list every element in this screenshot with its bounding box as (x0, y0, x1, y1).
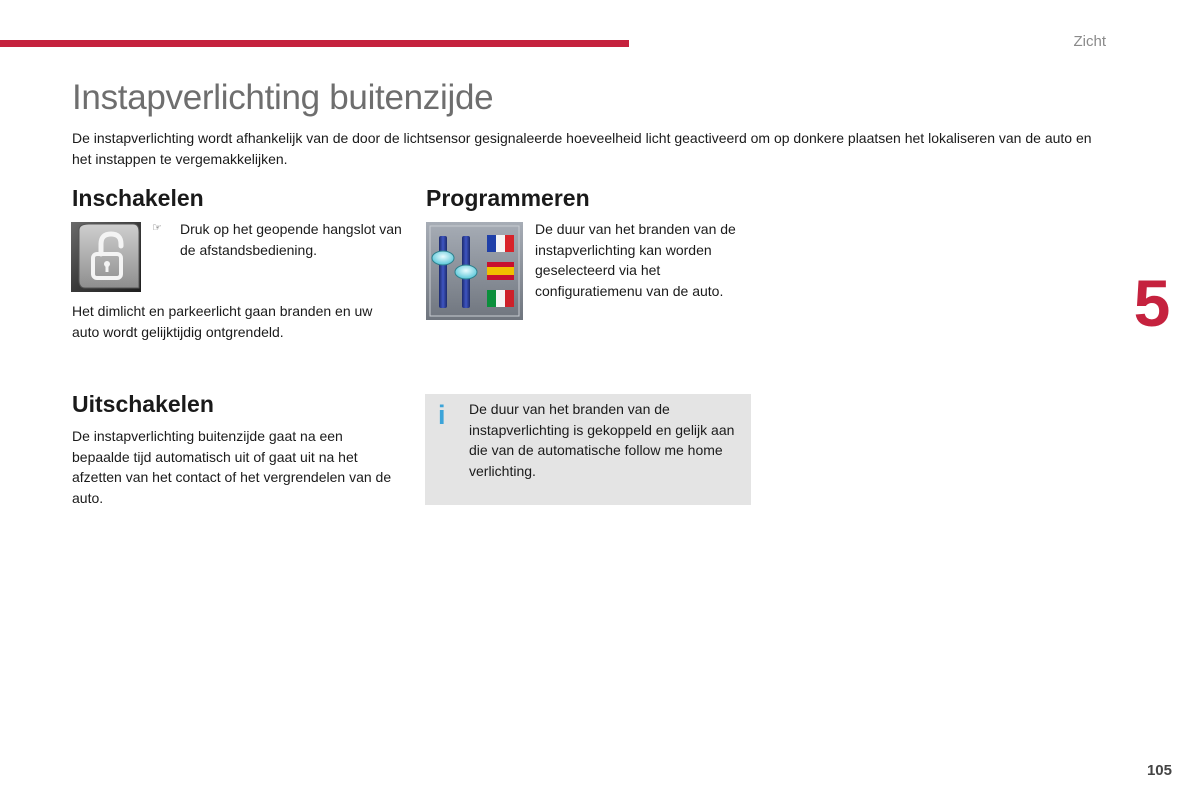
bullet-pointer-icon: ☞ (152, 222, 162, 234)
intro-paragraph: De instapverlichting wordt afhankelijk van de door de lichtsensor gesignaleerde hoeveelheid licht geactiveerd om op donkere plaatsen het lokaliseren van de auto en het instappen te vergemakkelijken. (72, 130, 1092, 167)
heading-programmeren: Programmeren (426, 185, 590, 211)
uitschakelen-text: De instapverlichting buitenzijde gaat na een bepaalde tijd automatisch uit of gaat uit na het afzetten van het contact of het vergrendelen van de auto. (72, 428, 392, 506)
page-title: Instapverlichting buitenzijde (72, 78, 494, 117)
open-padlock-icon (71, 222, 141, 292)
page-number: 105 (1146, 762, 1172, 779)
chapter-accent-bar (0, 40, 629, 47)
configuration-menu-icon (426, 222, 523, 320)
info-box (425, 394, 751, 505)
inschakelen-step-text: Druk op het geopende hangslot van de afstandsbediening. (180, 221, 402, 258)
chapter-label: Zicht (1073, 33, 1106, 50)
programmeren-text: De duur van het branden van de instapverlichting kan worden geselecteerd via het configuratiemenu van de auto. (535, 221, 736, 299)
chapter-number: 5 (1133, 266, 1171, 340)
info-text: De duur van het branden van de instapverlichting is gekoppeld en gelijk aan die van de automatische follow me home verlichting. (469, 401, 735, 479)
inschakelen-result-text: Het dimlicht en parkeerlicht gaan branden en uw auto wordt gelijktijdig ontgrendeld. (72, 303, 373, 340)
heading-inschakelen: Inschakelen (72, 185, 204, 211)
info-icon: i (438, 400, 446, 430)
heading-uitschakelen: Uitschakelen (72, 391, 214, 417)
